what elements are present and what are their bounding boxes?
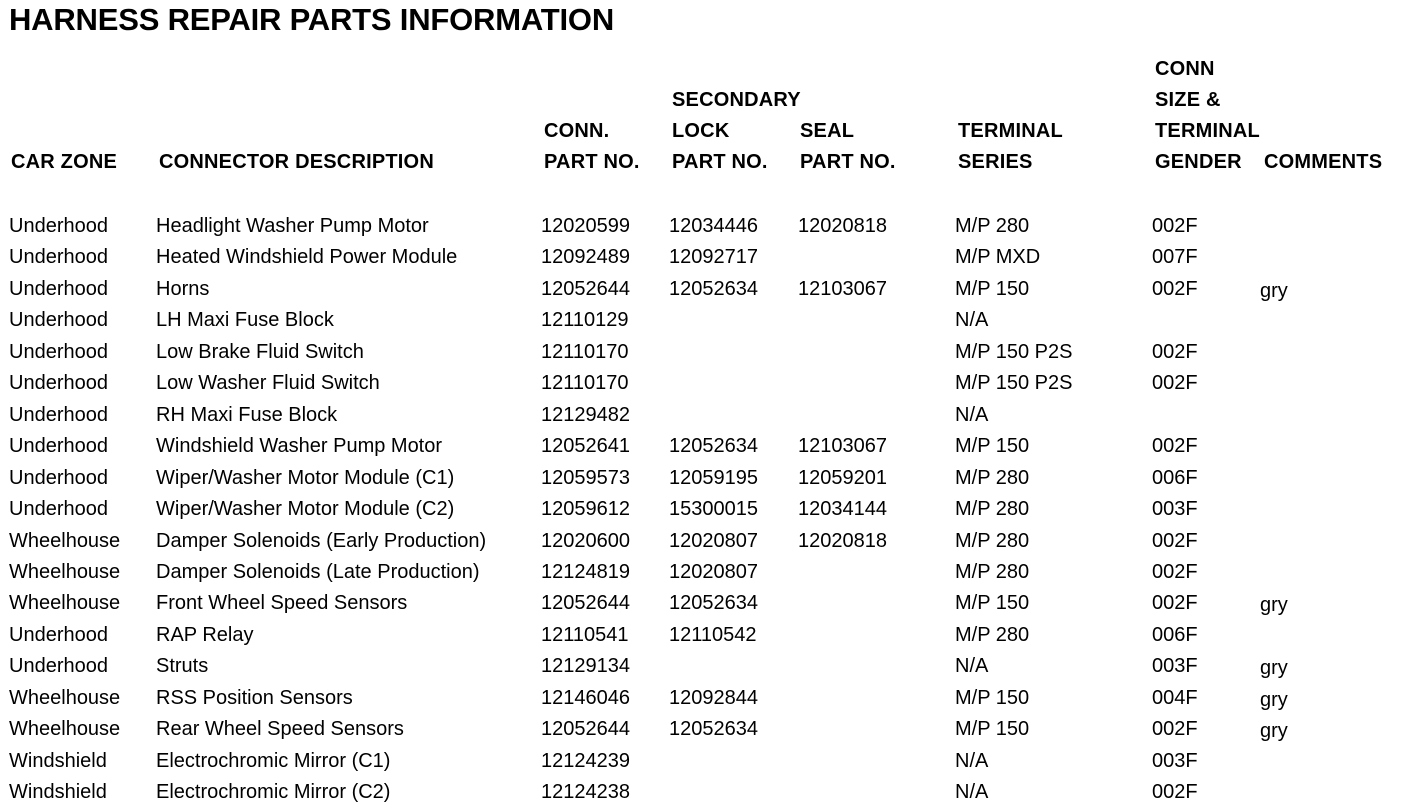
secondary-lock-part-no-cell: 12052634 xyxy=(669,718,758,741)
conn-part-no-cell: 12059573 xyxy=(541,466,630,489)
comments-cell: gry xyxy=(1260,657,1288,680)
conn-part-no-cell: 12110541 xyxy=(541,623,629,646)
connector-description-cell: Damper Solenoids (Late Production) xyxy=(156,561,480,583)
car-zone-cell: Underhood xyxy=(9,435,108,458)
conn-size-gender-cell: 006F xyxy=(1152,623,1198,646)
conn-part-no-cell: 12124819 xyxy=(541,561,630,583)
terminal-series-cell: M/P 150 xyxy=(955,277,1030,300)
table-row xyxy=(0,242,1408,273)
secondary-lock-part-no-cell: 12034446 xyxy=(669,215,758,237)
car-zone-cell: Wheelhouse xyxy=(9,561,121,583)
car-zone-cell: Underhood xyxy=(9,309,108,332)
seal-part-no-cell: 12020818 xyxy=(798,215,887,237)
page-title: HARNESS REPAIR PARTS INFORMATION xyxy=(9,2,615,37)
header-secondary-lock-part-no: SECONDARY LOCK PART NO. xyxy=(672,89,801,173)
connector-description-cell: Headlight Washer Pump Motor xyxy=(156,215,429,237)
car-zone-cell: Wheelhouse xyxy=(9,718,121,741)
conn-part-no-cell: 12092489 xyxy=(541,246,630,269)
table-row xyxy=(0,777,1408,808)
conn-part-no-cell: 12110170 xyxy=(541,372,629,395)
connector-description-cell: RSS Position Sensors xyxy=(156,686,353,709)
conn-part-no-cell: 12129482 xyxy=(541,403,630,426)
terminal-series-cell: M/P 280 xyxy=(955,498,1030,521)
connector-description-cell: RH Maxi Fuse Block xyxy=(156,403,338,426)
connector-description-cell: Damper Solenoids (Early Production) xyxy=(156,529,487,552)
car-zone-cell: Underhood xyxy=(9,340,108,363)
conn-size-gender-cell: 003F xyxy=(1152,749,1198,772)
table-row xyxy=(0,368,1408,399)
connector-description-cell: Low Washer Fluid Switch xyxy=(156,372,380,395)
car-zone-cell: Underhood xyxy=(9,403,108,426)
conn-size-gender-cell: 007F xyxy=(1152,246,1198,269)
conn-part-no-cell: 12110170 xyxy=(541,340,629,363)
table-row xyxy=(0,620,1408,651)
conn-size-gender-cell: 002F xyxy=(1152,592,1198,615)
header-seal-part-no: SEAL PART NO. xyxy=(800,120,896,173)
terminal-series-cell: M/P 280 xyxy=(955,623,1030,646)
conn-size-gender-cell: 002F xyxy=(1152,372,1198,395)
terminal-series-cell: M/P 150 xyxy=(955,435,1030,458)
connector-description-cell: Electrochromic Mirror (C1) xyxy=(156,749,391,772)
terminal-series-cell: M/P 150 xyxy=(955,592,1030,615)
conn-size-gender-cell: 004F xyxy=(1152,686,1198,709)
connector-description-cell: Low Brake Fluid Switch xyxy=(156,340,364,363)
connector-description-cell: RAP Relay xyxy=(156,623,254,646)
header-car-zone: CAR ZONE xyxy=(11,151,118,173)
terminal-series-cell: N/A xyxy=(955,655,989,678)
terminal-series-cell: M/P 280 xyxy=(955,561,1030,583)
table-row xyxy=(0,337,1408,368)
conn-part-no-cell: 12052641 xyxy=(541,435,630,458)
terminal-series-cell: M/P 150 xyxy=(955,718,1030,741)
terminal-series-cell: M/P 280 xyxy=(955,215,1030,237)
terminal-series-cell: N/A xyxy=(955,309,989,332)
connector-description-cell: Heated Windshield Power Module xyxy=(156,246,458,269)
terminal-series-cell: N/A xyxy=(955,749,989,772)
secondary-lock-part-no-cell: 12052634 xyxy=(669,435,758,458)
conn-part-no-cell: 12129134 xyxy=(541,655,630,678)
seal-part-no-cell: 12059201 xyxy=(798,466,887,489)
table-row xyxy=(0,526,1408,557)
header-connector-description: CONNECTOR DESCRIPTION xyxy=(159,151,434,173)
table-row xyxy=(0,651,1408,682)
terminal-series-cell: M/P 280 xyxy=(955,529,1030,552)
car-zone-cell: Underhood xyxy=(9,277,108,300)
conn-part-no-cell: 12124238 xyxy=(541,781,630,804)
connector-description-cell: Electrochromic Mirror (C2) xyxy=(156,781,391,804)
conn-part-no-cell: 12052644 xyxy=(541,718,630,741)
conn-size-gender-cell: 002F xyxy=(1152,781,1198,804)
car-zone-cell: Windshield xyxy=(9,749,107,772)
car-zone-cell: Wheelhouse xyxy=(9,686,121,709)
conn-size-gender-cell: 002F xyxy=(1152,340,1198,363)
header-comments: COMMENTS xyxy=(1264,151,1383,173)
table-row xyxy=(0,588,1408,619)
terminal-series-cell: M/P 150 P2S xyxy=(955,340,1073,363)
car-zone-cell: Windshield xyxy=(9,781,107,804)
conn-size-gender-cell: 003F xyxy=(1152,498,1198,521)
table-row xyxy=(0,305,1408,336)
car-zone-cell: Wheelhouse xyxy=(9,592,121,615)
terminal-series-cell: M/P 150 P2S xyxy=(955,372,1073,395)
conn-part-no-cell: 12020600 xyxy=(541,529,630,552)
car-zone-cell: Underhood xyxy=(9,623,108,646)
secondary-lock-part-no-cell: 12059195 xyxy=(669,466,758,489)
conn-size-gender-cell: 003F xyxy=(1152,655,1198,678)
comments-cell: gry xyxy=(1260,279,1288,302)
seal-part-no-cell: 12020818 xyxy=(798,529,887,552)
header-terminal-series: TERMINAL SERIES xyxy=(958,120,1063,173)
terminal-series-cell: M/P 280 xyxy=(955,466,1030,489)
table-row xyxy=(0,746,1408,777)
table-row xyxy=(0,211,1408,242)
connector-description-cell: Wiper/Washer Motor Module (C2) xyxy=(156,498,455,521)
connector-description-cell: Struts xyxy=(156,655,209,678)
header-conn-size-terminal-gender: CONN SIZE & TERMINAL GENDER xyxy=(1155,58,1260,173)
comments-cell: gry xyxy=(1260,720,1288,743)
secondary-lock-part-no-cell: 12052634 xyxy=(669,592,758,615)
connector-description-cell: Wiper/Washer Motor Module (C1) xyxy=(156,466,455,489)
table-row xyxy=(0,431,1408,462)
seal-part-no-cell: 12103067 xyxy=(798,277,887,300)
car-zone-cell: Wheelhouse xyxy=(9,529,121,552)
secondary-lock-part-no-cell: 12092717 xyxy=(669,246,758,269)
car-zone-cell: Underhood xyxy=(9,655,108,678)
connector-description-cell: LH Maxi Fuse Block xyxy=(156,309,334,332)
car-zone-cell: Underhood xyxy=(9,372,108,395)
comments-cell: gry xyxy=(1260,688,1288,711)
connector-description-cell: Front Wheel Speed Sensors xyxy=(156,592,408,615)
secondary-lock-part-no-cell: 15300015 xyxy=(669,498,758,521)
secondary-lock-part-no-cell: 12052634 xyxy=(669,277,758,300)
comments-cell: gry xyxy=(1260,594,1288,617)
table-row xyxy=(0,557,1408,588)
table-row xyxy=(0,683,1408,714)
conn-size-gender-cell: 002F xyxy=(1152,277,1198,300)
terminal-series-cell: M/P MXD xyxy=(955,246,1041,269)
car-zone-cell: Underhood xyxy=(9,246,108,269)
connector-description-cell: Rear Wheel Speed Sensors xyxy=(156,718,404,741)
secondary-lock-part-no-cell: 12020807 xyxy=(669,529,758,552)
conn-part-no-cell: 12020599 xyxy=(541,215,630,237)
table-row xyxy=(0,494,1408,525)
conn-size-gender-cell: 002F xyxy=(1152,561,1198,583)
conn-part-no-cell: 12059612 xyxy=(541,498,630,521)
table-row xyxy=(0,400,1408,431)
terminal-series-cell: M/P 150 xyxy=(955,686,1030,709)
connector-description-cell: Windshield Washer Pump Motor xyxy=(156,435,443,458)
conn-part-no-cell: 12124239 xyxy=(541,749,630,772)
header-conn-part-no: CONN. PART NO. xyxy=(544,120,640,173)
car-zone-cell: Underhood xyxy=(9,466,108,489)
secondary-lock-part-no-cell: 12092844 xyxy=(669,686,758,709)
car-zone-cell: Underhood xyxy=(9,498,108,521)
conn-part-no-cell: 12052644 xyxy=(541,592,630,615)
seal-part-no-cell: 12034144 xyxy=(798,498,887,521)
conn-size-gender-cell: 002F xyxy=(1152,435,1198,458)
seal-part-no-cell: 12103067 xyxy=(798,435,887,458)
conn-size-gender-cell: 002F xyxy=(1152,529,1198,552)
connector-description-cell: Horns xyxy=(156,277,210,300)
conn-part-no-cell: 12052644 xyxy=(541,277,630,300)
secondary-lock-part-no-cell: 12110542 xyxy=(669,623,757,646)
conn-part-no-cell: 12110129 xyxy=(541,309,629,332)
conn-size-gender-cell: 002F xyxy=(1152,215,1198,237)
table-row xyxy=(0,463,1408,494)
secondary-lock-part-no-cell: 12020807 xyxy=(669,561,758,583)
table-row xyxy=(0,714,1408,745)
conn-part-no-cell: 12146046 xyxy=(541,686,630,709)
terminal-series-cell: N/A xyxy=(955,781,989,804)
conn-size-gender-cell: 006F xyxy=(1152,466,1198,489)
conn-size-gender-cell: 002F xyxy=(1152,718,1198,741)
terminal-series-cell: N/A xyxy=(955,403,989,426)
table-row xyxy=(0,274,1408,305)
car-zone-cell: Underhood xyxy=(9,215,108,237)
